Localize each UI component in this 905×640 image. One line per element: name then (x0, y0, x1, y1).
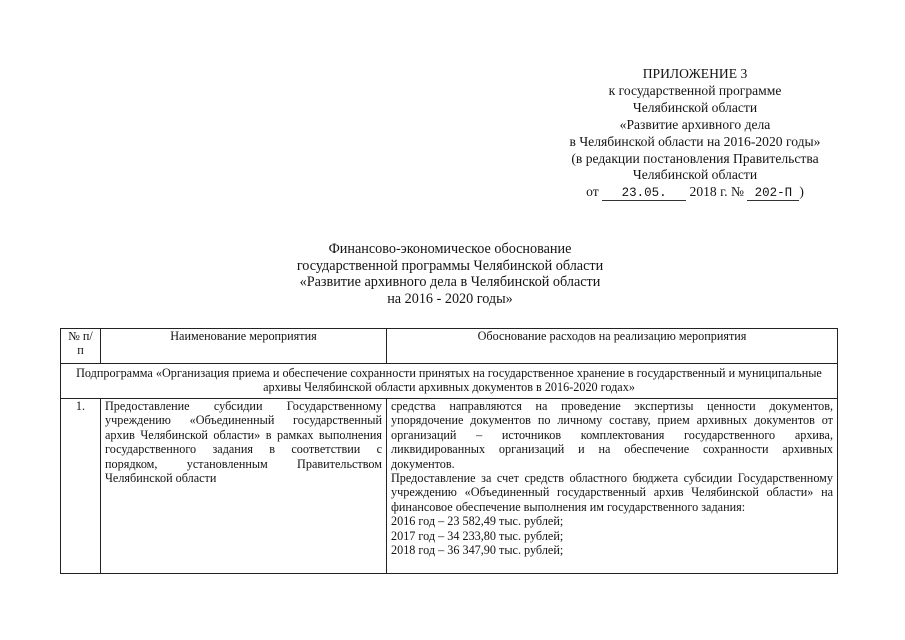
header-justification: Обоснование расходов на реализацию мероприятия (387, 329, 838, 364)
header-number: № п/п (61, 329, 101, 364)
appendix-block (545, 66, 845, 201)
year-amount: 2016 год – 23 582,49 тыс. рублей; (391, 514, 564, 529)
appendix-line: Челябинской области (632, 99, 758, 115)
appendix-heading: ПРИЛОЖЕНИЕ 3 (642, 66, 748, 81)
title-line: «Развитие архивного дела в Челябинской области (299, 274, 601, 290)
justification-paragraph: средства направляются на проведение экспертизы ценности документов, упорядочение документов по личному составу, прием архивных документов от организаций – источников комплектования государственного архива, ликвидированных организаций и на обеспечение сохранности архивных документов. (391, 399, 833, 471)
page-bottom-blank (0, 580, 905, 640)
resolution-reference (545, 184, 845, 201)
document-title (230, 241, 670, 307)
appendix-line: (в редакции постановления Правительства (571, 150, 819, 166)
title-line: Финансово-экономическое обоснование (328, 241, 572, 257)
row-name: Предоставление субсидии Государственному учреждению «Объединенный государственный архив Челябинской области» в рамках выполнения государственного задания в соответствии с порядком, установленным Правительством Челябинской области (101, 399, 387, 574)
justification-table (60, 328, 838, 574)
appendix-line: «Развитие архивного дела (619, 116, 771, 132)
subprogram-title: Подпрограмма «Организация приема и обеспечение сохранности принятых на государственное хранение в государственный и муниципальные архивы Челябинской области архивных документов в 2016-2020 годах» (61, 364, 838, 399)
subprogram-row (61, 364, 838, 399)
row-justification (387, 399, 838, 574)
sign-prefix: от (586, 184, 599, 200)
justification-paragraph: Предоставление за счет средств областного бюджета субсидии Государственному учреждению «Объединенный государственный архив Челябинской области» на финансовое обеспечение выполнения им государственного задания: (391, 471, 833, 514)
row-number: 1. (61, 399, 101, 574)
table-header-row (61, 329, 838, 364)
handwritten-number: 202-П (747, 187, 799, 201)
year-amount: 2017 год – 34 233,80 тыс. рублей; (391, 528, 564, 543)
appendix-line: к государственной программе (608, 82, 782, 98)
title-line: государственной программы Челябинской области (296, 257, 604, 274)
handwritten-date: 23.05. (602, 187, 686, 201)
appendix-line: в Челябинской области на 2016-2020 годы» (569, 133, 821, 149)
sign-suffix: ) (799, 184, 804, 200)
table-row (61, 399, 838, 574)
appendix-line: Челябинской области (632, 167, 758, 183)
header-name: Наименование мероприятия (101, 329, 387, 364)
year-amount: 2018 год – 36 347,90 тыс. рублей; (391, 543, 564, 558)
sign-year: 2018 г. № (689, 184, 744, 200)
title-line: на 2016 - 2020 годы» (387, 290, 513, 307)
